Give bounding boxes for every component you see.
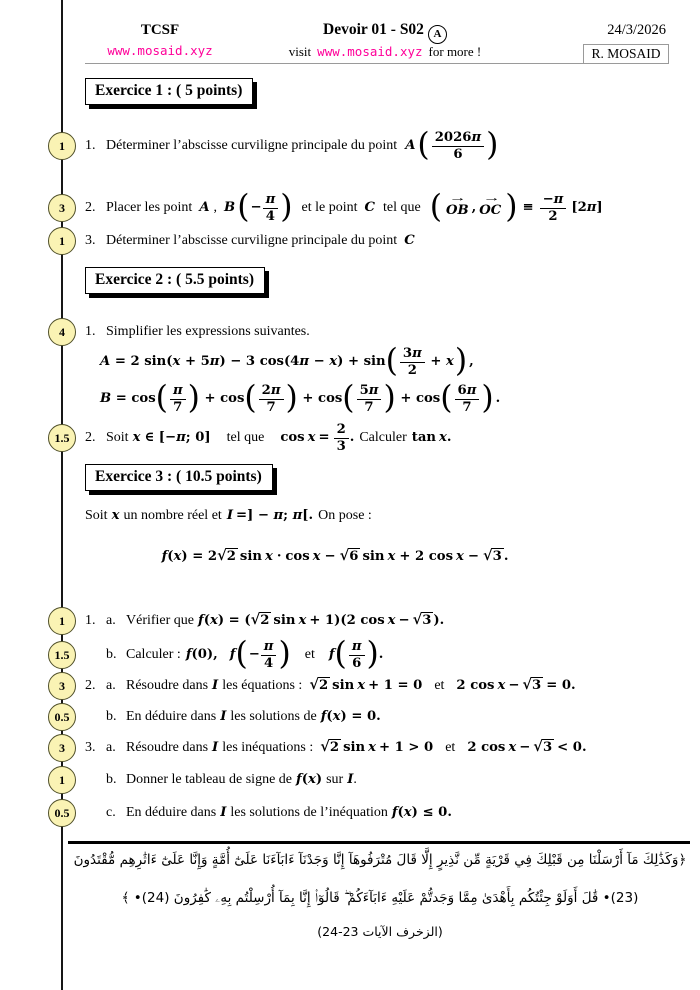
ex2-q2-number: 2.: [85, 430, 96, 446]
ex3-q1b-points-badge: 1.5: [48, 641, 76, 669]
ex3-q1a-number: 1.: [85, 613, 96, 629]
ex3-q3a-letter: a.: [106, 740, 116, 756]
ex3-q2b-points-badge: 0.5: [48, 703, 76, 731]
ex3-q3c-letter: c.: [106, 805, 116, 821]
ex1-q2-text: Placer les point A , B ( − $\frac{\pi}{4}$ ) et le point C tel que ( → OB , → OC ) ≡ − π 2 [2 π ]: [106, 189, 603, 226]
document-title: [235, 21, 535, 44]
site-link-left[interactable]: www.mosaid.xyz: [107, 43, 213, 58]
ex3-q3a-text: Résoudre dans I les inéquations : √ 2 sin x + 1 > 0 et 2 cos x − √ 3 < 0.: [126, 738, 587, 756]
exercise2-title-box: Exercice 2 : ( 5.5 points): [85, 267, 265, 294]
ex2-q2-points-badge: 1.5: [48, 424, 76, 452]
ex2-q1-points-badge: 4: [48, 318, 76, 346]
ex1-q2-points-badge: 3: [48, 194, 76, 222]
ex3-question2a: [59, 675, 576, 697]
school-name: TCSF: [140, 22, 180, 38]
ex1-question1: [59, 120, 499, 172]
ex1-q2-number: 2.: [85, 200, 96, 216]
ex3-q2a-text: Résoudre dans I les équations : √ 2 sin x + 1 = 0 et 2 cos x − √ 3 = 0.: [126, 676, 576, 694]
ex2-question2: [54, 417, 452, 459]
ex2-expression-A: [100, 342, 474, 382]
exercise3-title-box: Exercice 3 : ( 10.5 points): [85, 464, 273, 491]
ex2-expression-A-math: A = 2 sin( x + 5 π ) − 3 cos(4 π − x ) + sin ( 3 π 2 + x ) ,: [100, 343, 474, 380]
visit-line: [235, 44, 535, 60]
ex3-q2b-text: En déduire dans I les solutions de f ( x ) = 0.: [126, 708, 381, 725]
ex1-question2: [59, 185, 603, 231]
ex3-q3b-points-badge: 1: [48, 766, 76, 794]
ex1-q3-points-badge: 1: [48, 227, 76, 255]
ex1-q3-text: Déterminer l’abscisse curviligne principale du point C: [106, 232, 415, 249]
quran-source: (الزخرف الآيات 23-24): [317, 924, 443, 939]
ex3-q1a-text: Vérifier que f ( x ) = ( √ 2 sin x + 1)(2 cos x − √ 3 ).: [126, 611, 445, 629]
document-title-text: Devoir 01 - S02: [323, 21, 424, 38]
ex1-q1-points-badge: 1: [48, 132, 76, 160]
ex3-question1b: [54, 634, 384, 676]
ex2-q2-text: Soit x ∈ [− π ; 0] tel que cos x = $\frac{2}{3}$ . Calculer tan x .: [106, 421, 452, 454]
ex3-q2a-number: 2.: [85, 678, 96, 694]
ex3-question3c: [54, 802, 452, 824]
ex3-function-formula: [85, 540, 585, 574]
quran-verse-line2: (23)• قَٰلَ أَوَلَوْ جِئْتُكُم بِأَهْدَىٰ مِمَّا وَجَدتُّمْ عَلَيْهِ ءَابَآءَكُمْ ۖ قَالُوٓا۟ إِنَّا بِمَآ أُرْسِلْتُم بِهِۦ كَٰفِرُونَ (24)• ﴾: [121, 890, 639, 906]
ex2-question1: [59, 321, 310, 343]
ex3-q3a-number: 3.: [85, 740, 96, 756]
ex1-q3-number: 3.: [85, 233, 96, 249]
ex1-q1-text: Déterminer l’abscisse curviligne principale du point A ( 2026 π 6 ): [106, 127, 499, 164]
ex3-q3b-text: Donner le tableau de signe de f ( x ) sur I .: [126, 771, 357, 788]
ex1-question3: [59, 230, 415, 252]
ex3-intro: [85, 505, 372, 527]
site-link-center[interactable]: www.mosaid.xyz: [317, 44, 423, 59]
ex3-q1b-text: Calculer : f (0), f ( − $\frac{\pi}{4}$ ) et f ( $\frac{\pi}{6}$ ) .: [126, 636, 384, 673]
ex3-question3a: [59, 737, 587, 759]
ex3-question2b: [54, 706, 381, 728]
visit-prefix: visit: [288, 44, 312, 59]
author-box: R. MOSAID: [583, 44, 669, 64]
ex2-expression-B: [100, 378, 500, 420]
ex2-expression-B-math: B = cos ( $\frac{\pi}{7}$ ) + cos ( 2 π 7 ) + cos ( 5 π 7 ) + cos ( 6 π 7 ) .: [100, 380, 501, 417]
ex3-q1a-points-badge: 1: [48, 607, 76, 635]
exercise1-title-box: Exercice 1 : ( 5 points): [85, 78, 253, 105]
ex1-q1-number: 1.: [85, 138, 96, 154]
ex2-q1-number: 1.: [85, 324, 96, 340]
ex3-q3c-points-badge: 0.5: [48, 799, 76, 827]
ex3-q1b-letter: b.: [106, 647, 117, 663]
footer-rule: [68, 841, 690, 844]
ex3-question1a: [59, 610, 445, 632]
ex3-q2a-points-badge: 3: [48, 672, 76, 700]
group-badge: A: [428, 25, 447, 44]
visit-suffix: for more !: [428, 44, 482, 59]
ex3-function-formula-math: f ( x ) = 2 √ 2 sin x · cos x − √ 6 sin x + 2 cos x − √ 3 .: [161, 547, 509, 565]
date: 24/3/2026: [607, 22, 666, 38]
quran-verse-line1: ﴿وَكَذَٰلِكَ مَآ أَرْسَلْنَا مِن قَبْلِكَ فِي قَرْيَةٍ مِّن نَّذِيرٍ إِلَّا قَالَ مُتْرَفُوهَآ إِنَّا وَجَدْنَآ ءَابَآءَنَا عَلَىٰٓ أُمَّةٍ وَإِنَّا عَلَىٰٓ ءَاثَٰرِهِم مُّقْتَدُونَ: [73, 852, 687, 868]
ex3-q3a-points-badge: 3: [48, 734, 76, 762]
ex2-q1-text: Simplifier les expressions suivantes.: [106, 324, 310, 340]
ex3-question3b: [59, 769, 357, 791]
ex3-q3b-letter: b.: [106, 772, 117, 788]
header-rule: [85, 63, 667, 64]
ex3-q2b-letter: b.: [106, 709, 117, 725]
ex3-q1a-letter: a.: [106, 613, 116, 629]
ex3-intro-text: Soit x un nombre réel et I =] − π ; π [. On pose :: [85, 507, 372, 524]
ex3-q2a-letter: a.: [106, 678, 116, 694]
ex3-q3c-text: En déduire dans I les solutions de l’inéquation f ( x ) ≤ 0.: [126, 804, 452, 821]
